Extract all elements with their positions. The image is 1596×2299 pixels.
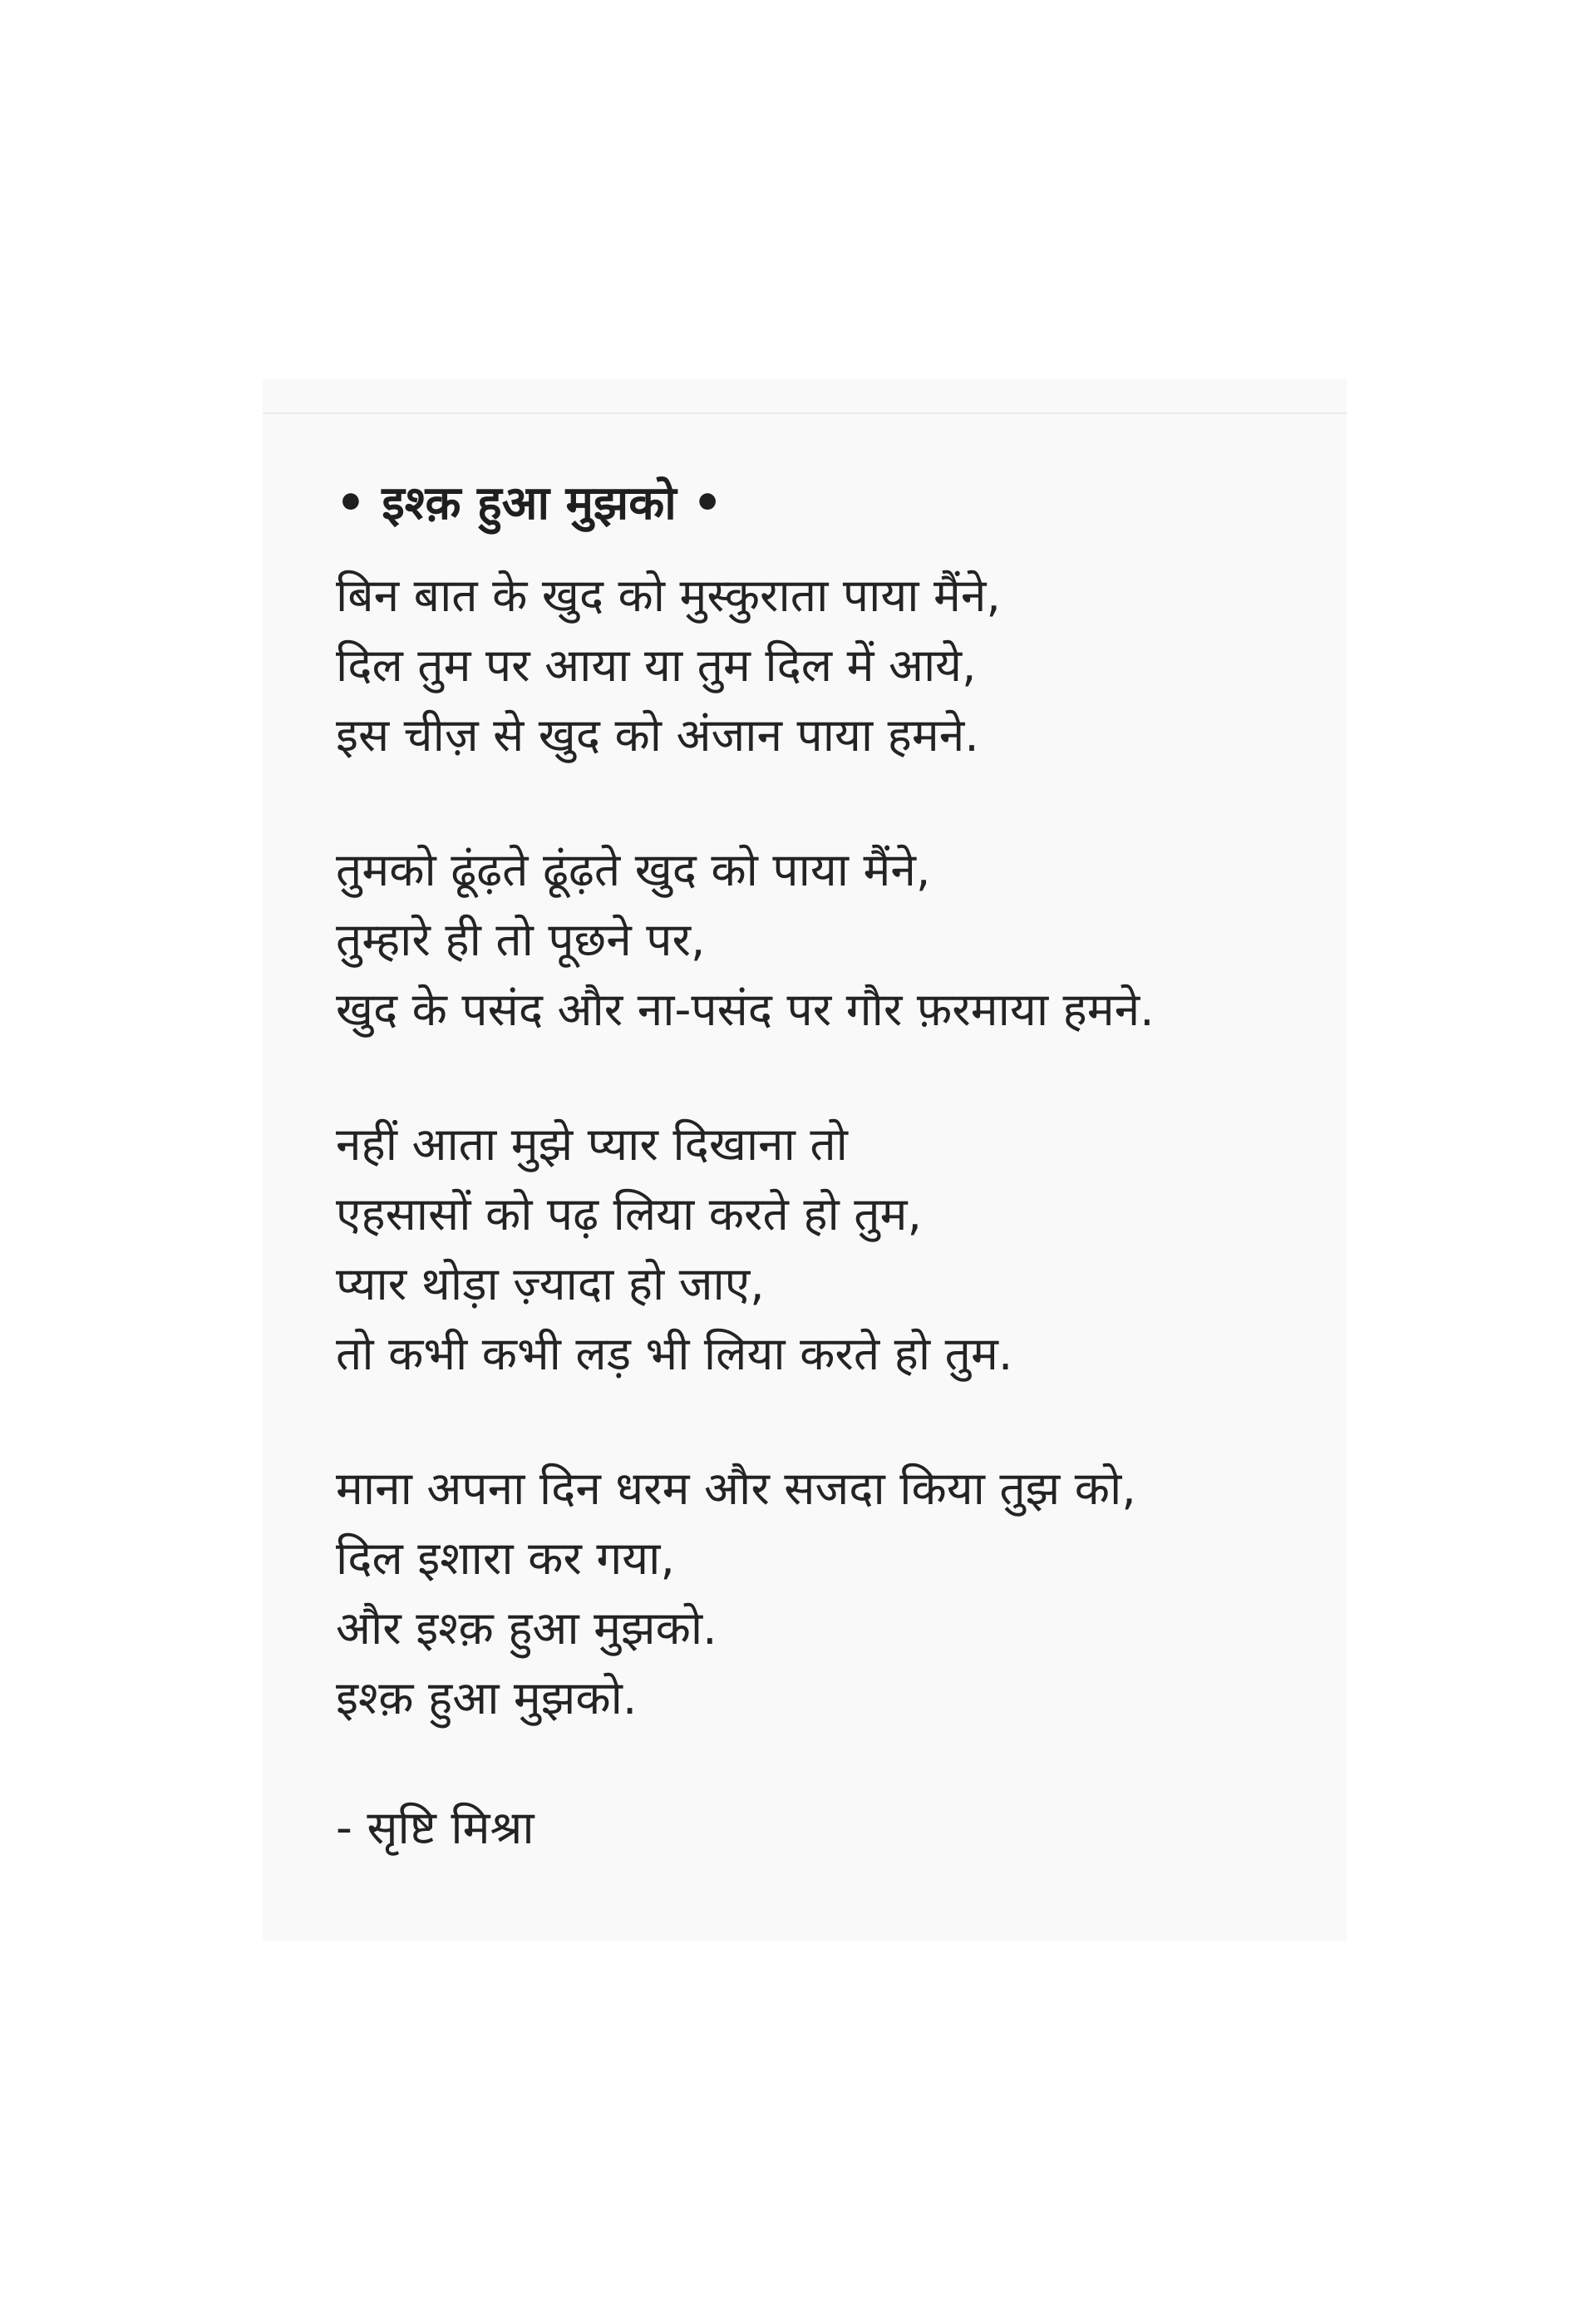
- poem-line: माना अपना दिन धरम और सजदा किया तुझ को,: [336, 1462, 1136, 1515]
- poem-line: दिल इशारा कर गया,: [336, 1532, 675, 1585]
- poem-line: बिन बात के खुद को मुस्कुराता पाया मैंने,: [336, 569, 1001, 622]
- poem-title: • इश्क़ हुआ मुझको •: [336, 476, 723, 530]
- poem-line: प्यार थोड़ा ज़्यादा हो जाए,: [336, 1257, 765, 1310]
- stanza-2: [336, 835, 1317, 1044]
- card-divider: [263, 412, 1347, 414]
- poem-line: खुद के पसंद और ना-पसंद पर गौर फ़रमाया हमने.: [336, 983, 1155, 1036]
- poem-line: तो कभी कभी लड़ भी लिया करते हो तुम.: [336, 1327, 1013, 1380]
- poem-line: तुमको ढूंढ़ते ढूंढ़ते खुद को पाया मैंने,: [336, 843, 931, 896]
- stanza-3: [336, 1109, 1317, 1389]
- poem-author: - सृष्टि मिश्रा: [336, 1801, 534, 1854]
- poem-card: [263, 379, 1347, 1941]
- poem-line: इस चीज़ से खुद को अंजान पाया हमने.: [336, 708, 979, 762]
- poem-line: इश्क़ हुआ मुझको.: [336, 1671, 638, 1724]
- poem-line: एहसासों को पढ़ लिया करते हो तुम,: [336, 1187, 922, 1241]
- poem-line: नहीं आता मुझे प्यार दिखाना तो: [336, 1117, 848, 1171]
- poem-line: दिल तुम पर आया या तुम दिल में आये,: [336, 639, 977, 692]
- stanza-4: [336, 1453, 1317, 1733]
- poem-line: तुम्हारे ही तो पूछने पर,: [336, 913, 706, 966]
- stanza-1: [336, 560, 1317, 770]
- poem-content: [336, 471, 1317, 1862]
- poem-line: और इश्क़ हुआ मुझको.: [336, 1601, 717, 1655]
